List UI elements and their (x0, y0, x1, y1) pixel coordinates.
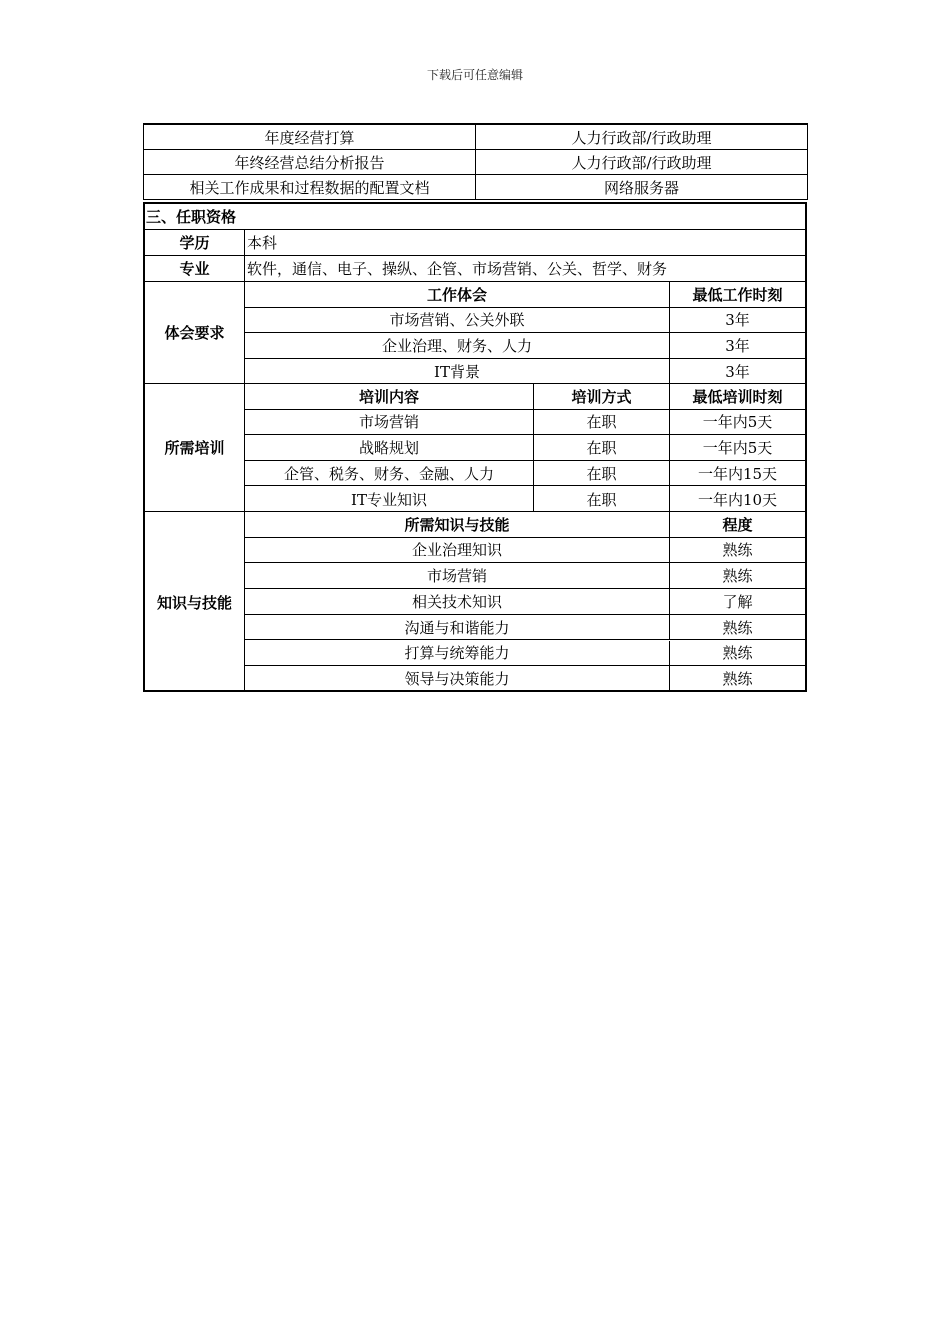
table-row (245, 359, 805, 385)
experience-years: 3年 (725, 336, 750, 355)
table-row (245, 435, 805, 461)
header-cell: 培训内容 (245, 384, 534, 409)
document-owner: 网络服务器 (476, 175, 808, 200)
header-cell: 程度 (722, 515, 753, 534)
table-row (245, 486, 805, 512)
experience-table (245, 282, 805, 383)
table-row (144, 150, 808, 175)
skill-level: 熟练 (722, 644, 753, 663)
output-documents-table (143, 123, 808, 200)
skill-level: 熟练 (722, 670, 753, 689)
skills-block (145, 512, 805, 692)
skills-header-row (245, 512, 805, 538)
document-name: 年度经营打算 (144, 124, 476, 150)
training-time: 一年内10天 (697, 490, 778, 509)
experience-item: 企业治理、财务、人力 (245, 333, 670, 358)
education-row (145, 230, 805, 256)
training-block (145, 384, 805, 512)
education-label: 学历 (145, 230, 245, 255)
training-content: IT专业知识 (245, 486, 534, 512)
experience-item: IT背景 (245, 359, 670, 385)
training-time: 一年内5天 (702, 413, 773, 432)
section-title: 三、任职资格 (145, 204, 805, 230)
document-owner: 人力行政部/行政助理 (476, 150, 808, 175)
training-time: 一年内5天 (702, 438, 773, 457)
document-name: 年终经营总结分析报告 (144, 150, 476, 175)
experience-label: 体会要求 (145, 282, 245, 383)
qualifications-section (143, 202, 807, 692)
skills-label: 知识与技能 (145, 512, 245, 692)
skill-name: 打算与统筹能力 (245, 641, 670, 666)
skill-level: 熟练 (722, 618, 753, 637)
skill-name: 企业治理知识 (245, 538, 670, 563)
skill-name: 沟通与和谐能力 (245, 615, 670, 640)
training-label: 所需培训 (145, 384, 245, 511)
header-cell: 最低工作时刻 (692, 285, 783, 304)
document-name: 相关工作成果和过程数据的配置文档 (144, 175, 476, 200)
skills-table (245, 512, 805, 692)
experience-block (145, 282, 805, 384)
page-header-note: 下载后可任意编辑 (426, 68, 523, 82)
document-owner: 人力行政部/行政助理 (476, 124, 808, 150)
table-row (245, 666, 805, 692)
header-cell: 工作体会 (245, 282, 670, 307)
skill-name: 市场营销 (245, 563, 670, 588)
training-content: 战略规划 (245, 435, 534, 460)
header-cell: 最低培训时刻 (692, 387, 783, 406)
training-method: 在职 (534, 435, 670, 460)
skill-name: 领导与决策能力 (245, 666, 670, 692)
training-content: 市场营销 (245, 410, 534, 435)
training-method: 在职 (534, 461, 670, 486)
training-method: 在职 (534, 486, 670, 512)
training-method: 在职 (534, 410, 670, 435)
table-row (245, 641, 805, 667)
header-cell: 所需知识与技能 (245, 512, 670, 537)
major-row (145, 256, 805, 282)
training-header-row (245, 384, 805, 410)
education-value: 本科 (247, 234, 278, 252)
table-row (245, 333, 805, 359)
table-row (144, 124, 808, 150)
experience-item: 市场营销、公关外联 (245, 308, 670, 333)
experience-header-row (245, 282, 805, 308)
table-row (144, 175, 808, 200)
header-cell: 培训方式 (534, 384, 670, 409)
training-content: 企管、税务、财务、金融、人力 (245, 461, 534, 486)
table-row (245, 538, 805, 564)
table-row (245, 410, 805, 436)
skill-level: 熟练 (722, 541, 753, 560)
training-time: 一年内15天 (697, 464, 778, 483)
experience-years: 3年 (725, 362, 750, 381)
skill-level: 熟练 (722, 567, 753, 586)
experience-years: 3年 (725, 311, 750, 330)
major-value: 软件，通信、电子、操纵、企管、市场营销、公关、哲学、财务 (247, 260, 668, 278)
table-row (245, 563, 805, 589)
training-table (245, 384, 805, 511)
table-row (245, 589, 805, 615)
skill-name: 相关技术知识 (245, 589, 670, 614)
table-row (245, 461, 805, 487)
major-label: 专业 (145, 256, 245, 281)
skill-level: 了解 (722, 592, 753, 611)
table-row (245, 308, 805, 334)
table-row (245, 615, 805, 641)
